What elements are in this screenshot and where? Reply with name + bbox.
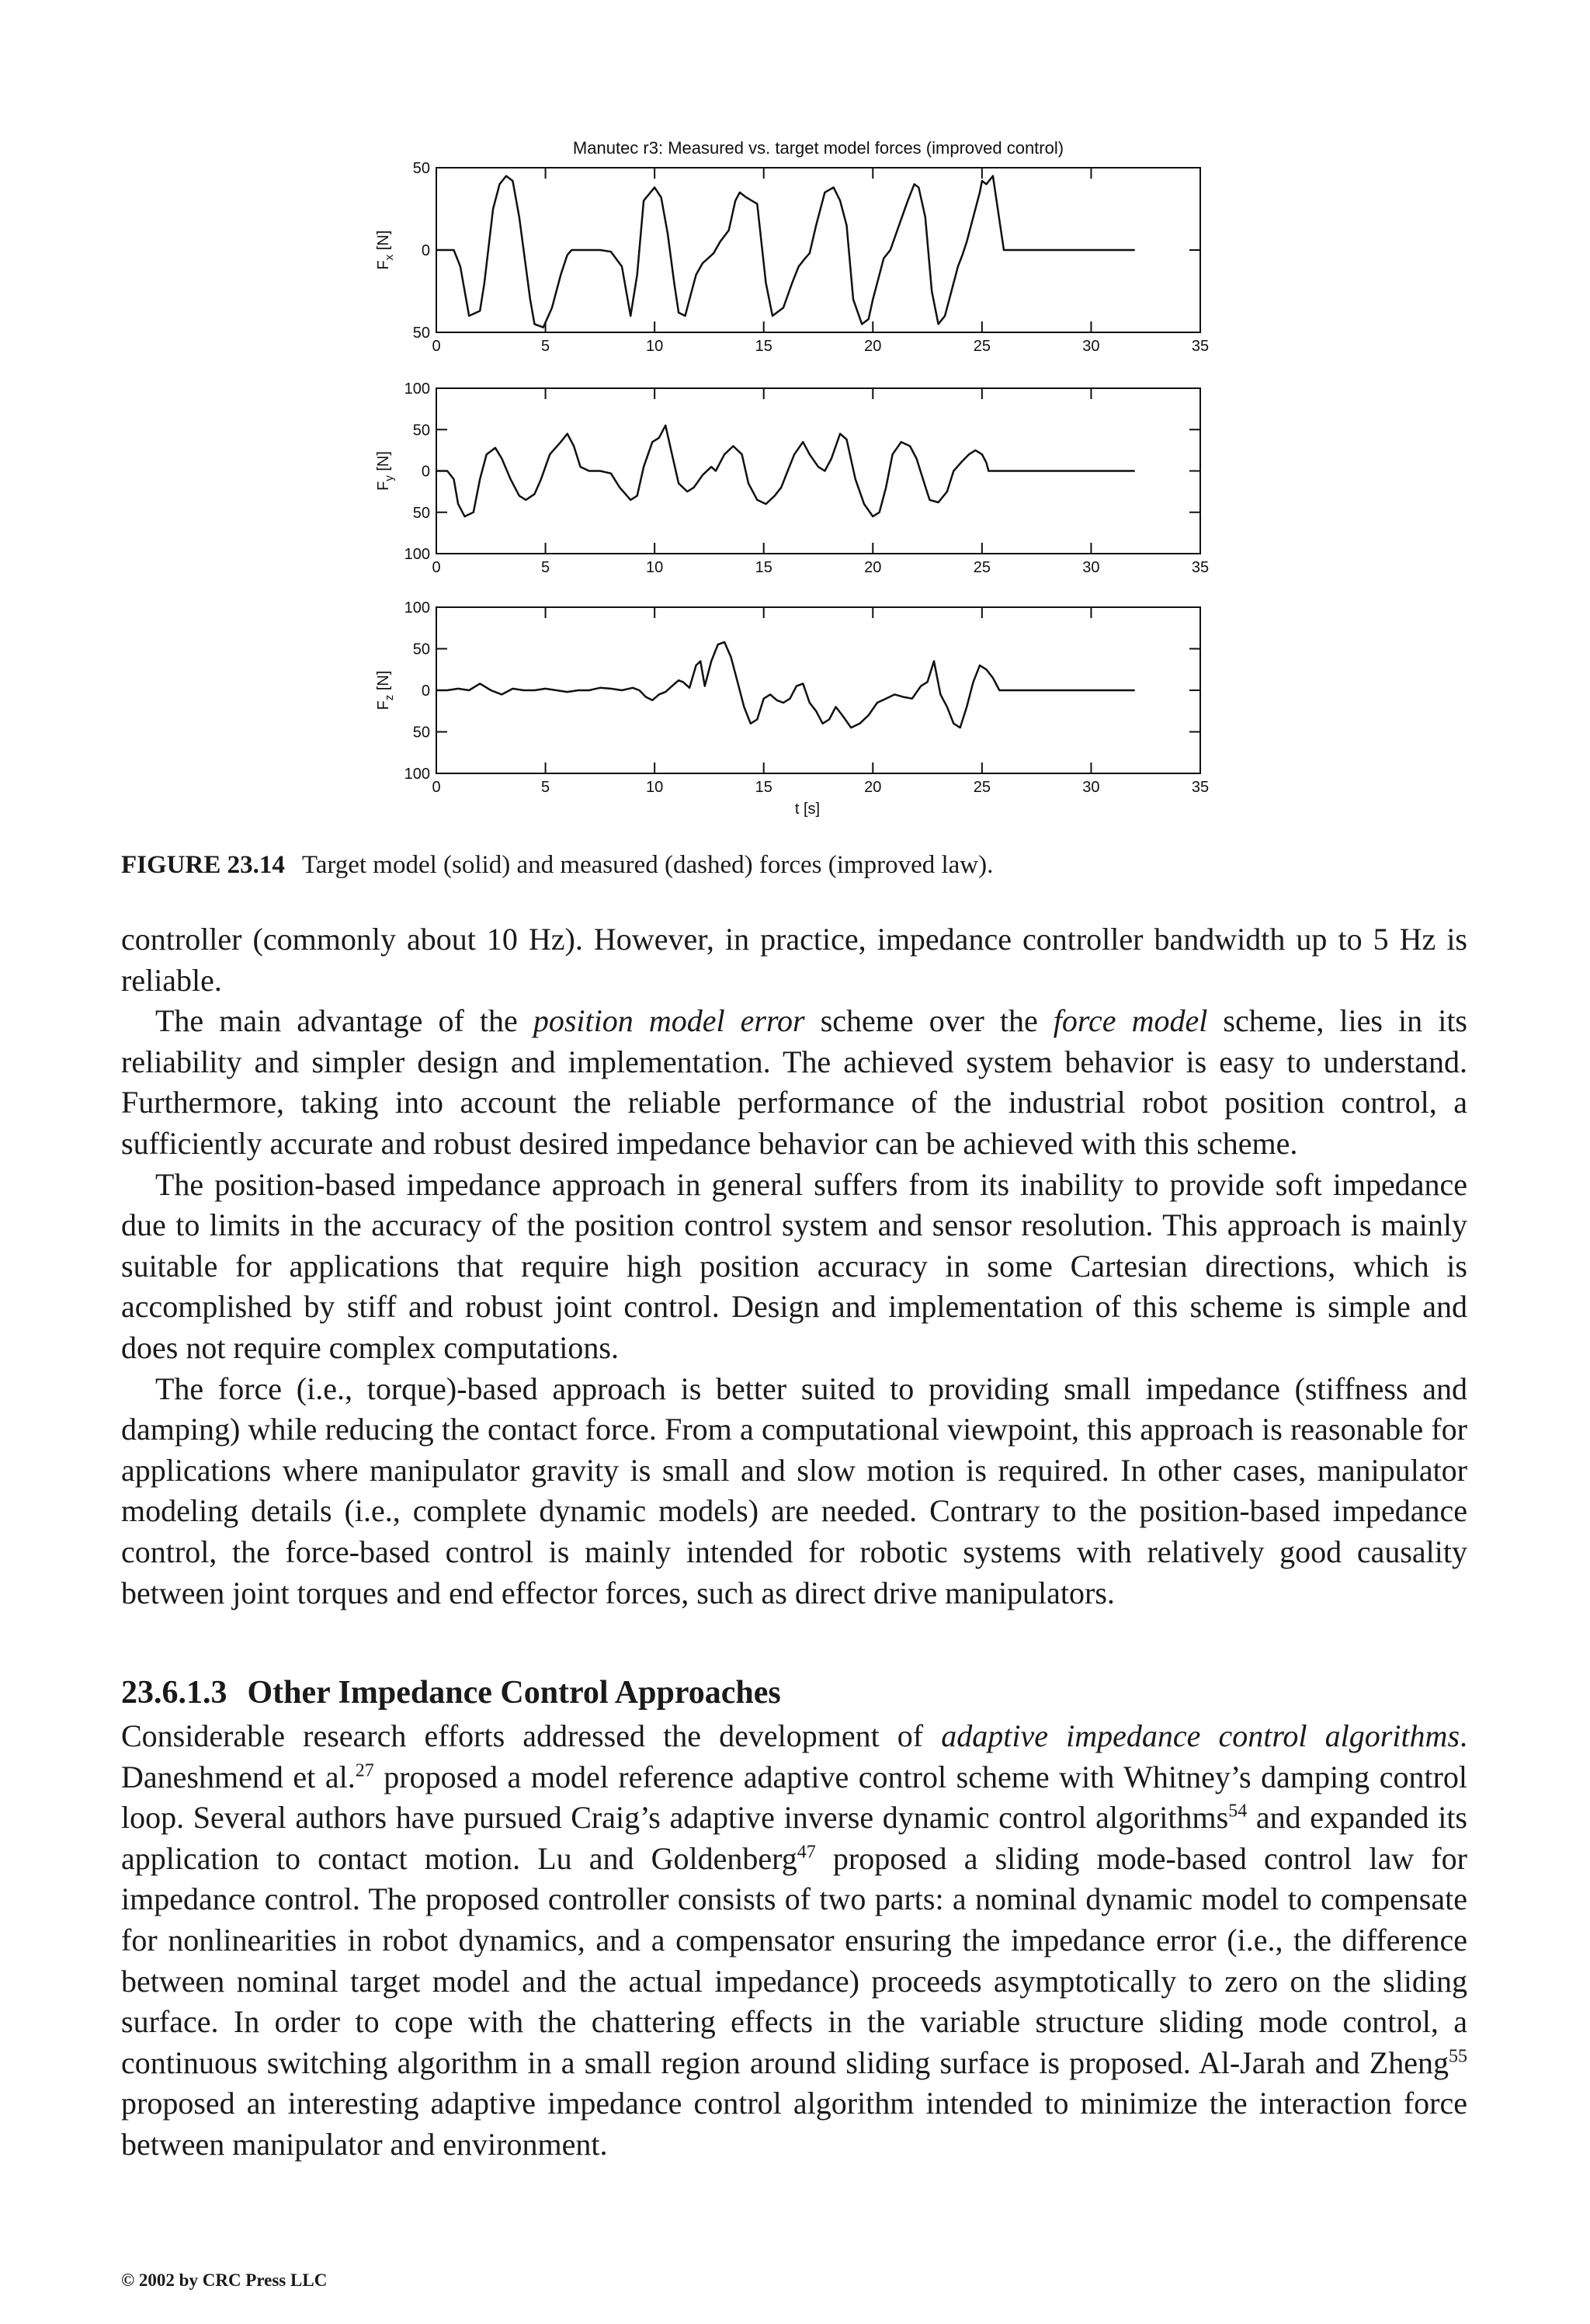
- y-axis-label: $F_y$ [N]: [375, 451, 396, 491]
- force-series-line: [436, 642, 1135, 728]
- paragraph: The force (i.e., torque)-based approach is better suited to providing small impedance (stiffness and damping) while reducing the contact force. From a computational viewpoint, this approach is reasonable for applications where manipulator gravity is small and slow motion is required. In other cases, manipulator modeling details (i.e., complete dynamic models) are needed. Contrary to the position-based impedance control, the force-based control is mainly intended for robotic systems with relatively good causality between joint torques and end effector forces, such as direct drive manipulators.: [121, 1370, 1467, 1610]
- x-tick-label: 10: [646, 779, 664, 796]
- x-tick-label: 5: [541, 338, 550, 355]
- chart-title: Manutec r3: Measured vs. target model forces (improved control): [572, 138, 1064, 158]
- x-tick-label: 0: [432, 338, 441, 355]
- x-tick-label: 30: [1082, 338, 1100, 355]
- x-tick-label: 15: [755, 779, 772, 796]
- x-tick-label: 30: [1082, 559, 1100, 576]
- x-tick-label: 5: [541, 559, 550, 576]
- y-tick-label: 50: [412, 641, 430, 658]
- y-tick-label: 100: [404, 546, 430, 563]
- section-number: 23.6.1.3: [121, 1675, 227, 1711]
- x-tick-label: 25: [973, 338, 991, 355]
- figure-caption-label: FIGURE 23.14: [121, 851, 285, 879]
- force-chart: [0, 0, 1590, 823]
- reference-54: 54: [1228, 1801, 1248, 1822]
- x-tick-label: 15: [755, 559, 772, 576]
- force-series-line: [436, 426, 1135, 516]
- x-tick-label: 20: [864, 338, 882, 355]
- y-axis-label: $F_x$ [N]: [375, 230, 396, 270]
- x-tick-label: 10: [646, 338, 664, 355]
- y-tick-label: 50: [412, 422, 430, 439]
- body-text-section-2: [121, 1716, 1467, 2166]
- paragraph: The main advantage of the position model error scheme over the force model scheme, lies in its reliability and simpler design and implementation. The achieved system behavior is easy to understand. Furthermore, taking into account the reliable performance of the industrial robot position control, a sufficiently accurate and robust desired impedance behavior can be achieved with this scheme.: [121, 1003, 1467, 1161]
- reference-47: 47: [797, 1842, 816, 1863]
- x-tick-label: 30: [1082, 779, 1100, 796]
- x-tick-label: 35: [1191, 338, 1210, 355]
- paragraph: The position-based impedance approach in general suffers from its inability to provide soft impedance due to limits in the accuracy of the position control system and sensor resolution. This approach is mainly suitable for applications that require high position accuracy in some Cartesian directions, which is accomplished by stiff and robust joint control. Design and implementation of this scheme is simple and does not require complex computations.: [121, 1166, 1467, 1365]
- x-tick-label: 20: [864, 559, 882, 576]
- y-tick-label: 50: [412, 325, 430, 342]
- x-tick-label: 0: [432, 779, 441, 796]
- paragraph: controller (commonly about 10 Hz). However, in practice, impedance controller bandwidth up to 5 Hz is reliable.: [121, 922, 1467, 998]
- y-tick-label: 0: [421, 683, 430, 700]
- x-tick-label: 25: [973, 559, 991, 576]
- y-tick-label: 50: [412, 724, 430, 742]
- paragraph: Considerable research efforts addressed the development of adaptive impedance control algorithms. Daneshmend et al.$^{27}$ proposed a model reference adaptive control scheme with Whitney’s damping control loop. Several authors have pursued Craig’s adaptive inverse dynamic control algorithms$^{54}$ and expanded its application to contact motion. Lu and Goldenberg$^{47}$ proposed a sliding mode-based control law for impedance control. The proposed controller consists of two parts: a nominal dynamic model to compensate for nonlinearities in robot dynamics, and a compensator ensuring the impedance error (i.e., the difference between nominal target model and the actual impedance) proceeds asymptotically to zero on the sliding surface. In order to cope with the chattering effects in the variable structure sliding mode control, a continuous switching algorithm in a small region around sliding surface is proposed. Al-Jarah and Zheng$^{55}$ proposed an interesting adaptive impedance control algorithm intended to minimize the interaction force between manipulator and environment.: [121, 1718, 1468, 2162]
- x-tick-label: 20: [864, 779, 882, 796]
- x-tick-label: 5: [541, 779, 550, 796]
- x-tick-label: 15: [755, 338, 772, 355]
- y-tick-label: 100: [404, 766, 430, 783]
- figure-23-14: [0, 0, 1590, 823]
- section-heading: [121, 1674, 781, 1711]
- y-tick-label: 0: [421, 242, 430, 259]
- section-title: Other Impedance Control Approaches: [247, 1675, 781, 1711]
- x-axis-label: t [s]: [794, 801, 821, 818]
- figure-caption: [121, 851, 993, 880]
- copyright-footer: © 2002 by CRC Press LLC: [121, 2270, 328, 2290]
- y-tick-label: 50: [412, 504, 430, 522]
- y-tick-label: 0: [421, 463, 430, 481]
- x-tick-label: 35: [1191, 559, 1210, 576]
- reference-55: 55: [1449, 2046, 1467, 2067]
- y-axis-label: $F_z$ [N]: [375, 670, 396, 710]
- x-tick-label: 10: [646, 559, 664, 576]
- y-tick-label: 100: [404, 380, 430, 398]
- reference-27: 27: [355, 1760, 374, 1781]
- x-tick-label: 25: [973, 779, 991, 796]
- figure-caption-text: Target model (solid) and measured (dashed) forces (improved law).: [301, 851, 994, 879]
- y-tick-label: 100: [404, 599, 430, 617]
- x-tick-label: 35: [1191, 779, 1210, 796]
- body-text-section-1: [121, 919, 1467, 1614]
- x-tick-label: 0: [432, 559, 441, 576]
- y-tick-label: 50: [412, 160, 430, 177]
- force-series-line: [436, 176, 1135, 328]
